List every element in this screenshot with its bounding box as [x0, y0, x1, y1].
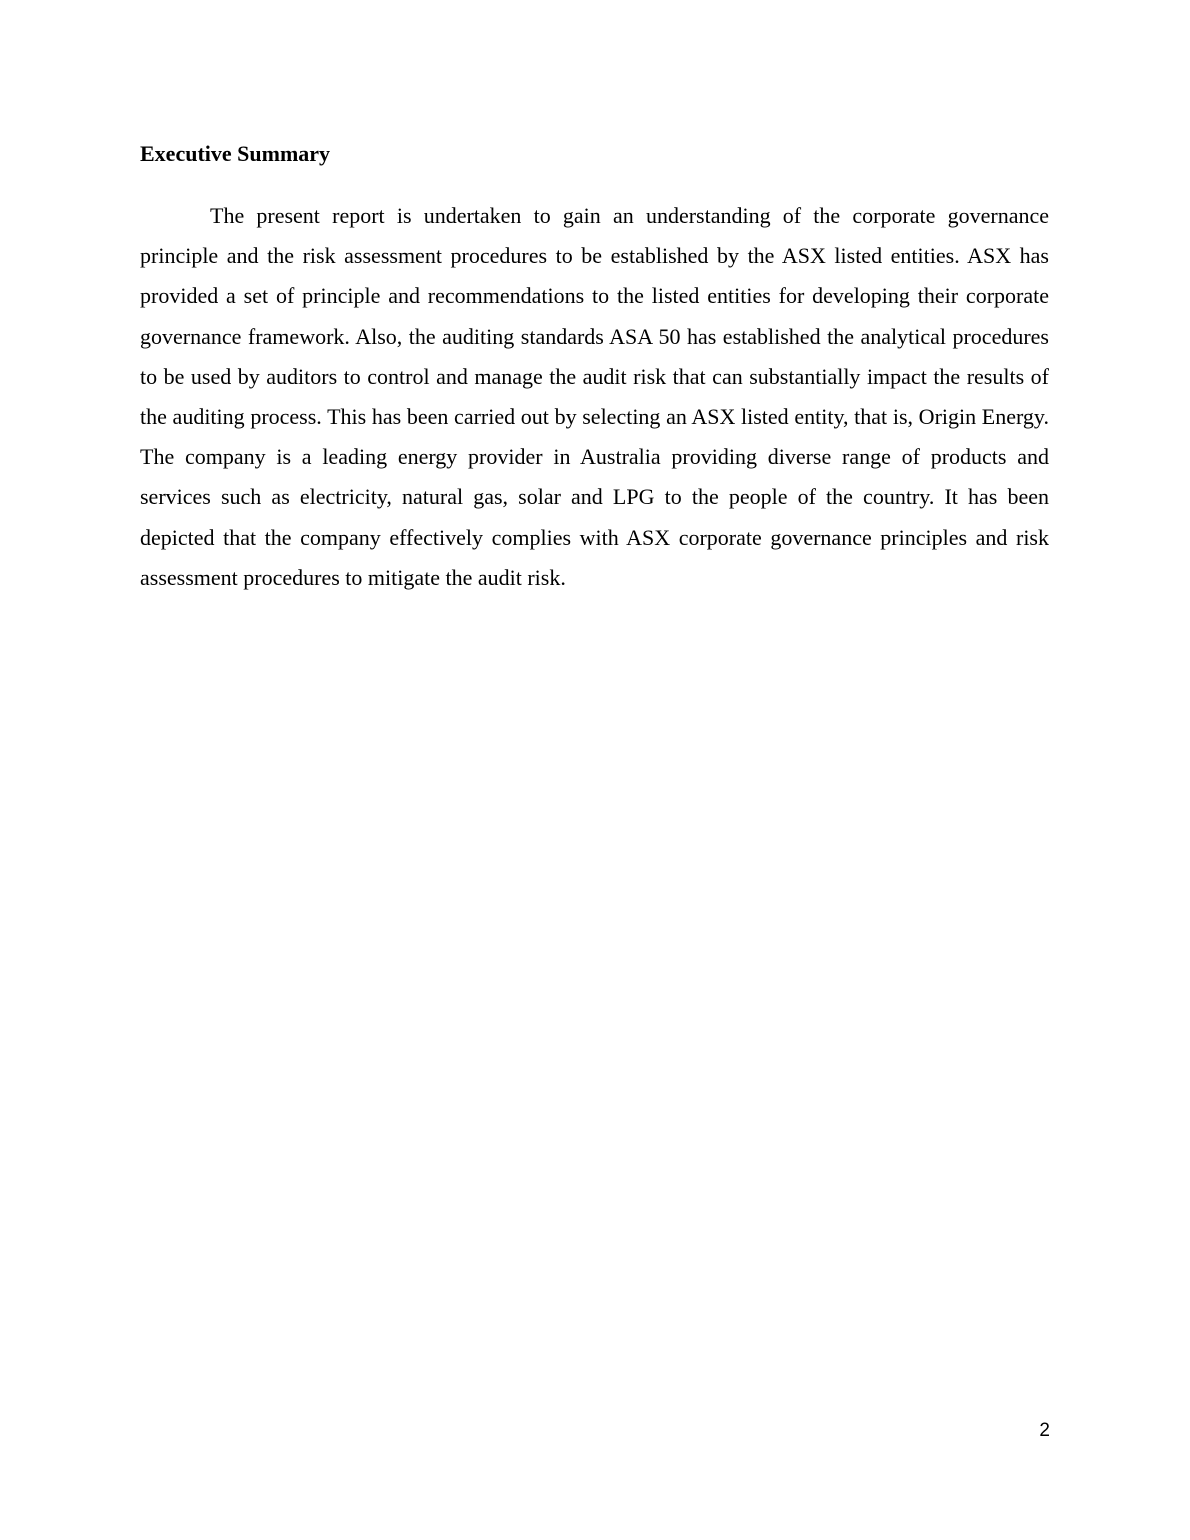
summary-paragraph: The present report is undertaken to gain an understanding of the corporate governance principle and the risk assessment procedures to be established by the ASX listed entities. ASX has provided a set of principle and recommendations to the listed entities for developing their corporate governance framework. Also, the auditing standards ASA 50 has established the analytical procedures to be used by auditors to control and manage the audit risk that can substantially impact the results of the auditing process. This has been carried out by selecting an ASX listed entity, that is, Origin Energy. The company is a leading energy provider in Australia providing diverse range of products and services such as electricity, natural gas, solar and LPG to the people of the country. It has been depicted that the company effectively complies with ASX corporate governance principles and risk assessment procedures to mitigate the audit risk.	[140, 203, 1049, 590]
page-number: 2	[1039, 1420, 1050, 1441]
section-heading: Executive Summary	[140, 141, 331, 166]
